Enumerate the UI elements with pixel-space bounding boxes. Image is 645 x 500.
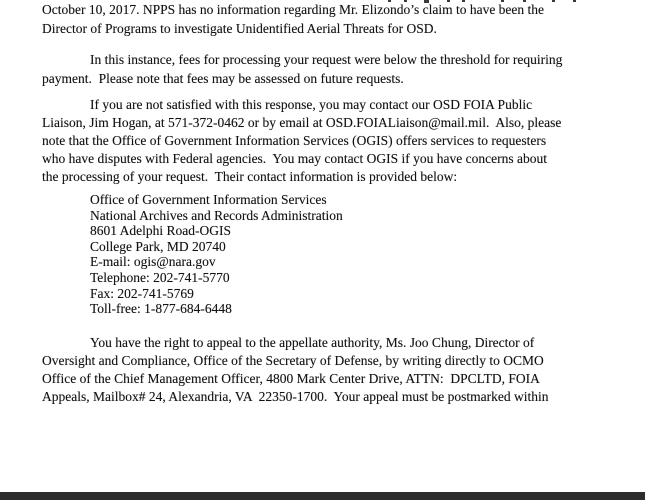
text-line: Telephone: 202-741-5770	[90, 269, 230, 285]
text-line: Oversight and Compliance, Office of the Secretary of Defense, by writing directly to OCMO	[42, 353, 544, 368]
text-line: You have the right to appeal to the appellate authority, Ms. Joo Chung, Director of	[90, 335, 535, 350]
text-line: 8601 Adelphi Road-OGIS	[90, 223, 231, 239]
text-line: Liaison, Jim Hogan, at 571-372-0462 or by email at OSD.FOIALiaison@mail.mil. Also, please	[42, 115, 562, 130]
text-line: note that the Office of Government Information Services (OGIS) offers services to requesters	[42, 133, 547, 148]
text-line: October 10, 2017. NPPS has no information regarding Mr. Elizondo’s claim to have been the	[42, 2, 545, 17]
text-line: Fax: 202-741-5769	[90, 285, 194, 301]
cropped-text-speck	[552, 0, 555, 2]
text-line: Appeals, Mailbox# 24, Alexandria, VA 22350-1700. Your appeal must be postmarked within	[42, 389, 549, 404]
text-line: E-mail: ogis@nara.gov	[90, 254, 216, 270]
text-line: Office of the Chief Management Officer, 4800 Mark Center Drive, ATTN: DPCLTD, FOIA	[42, 371, 540, 386]
paragraph-fees	[42, 51, 562, 88]
text-line: payment. Please note that fees may be assessed on future requests.	[42, 70, 404, 86]
text-line: Office of Government Information Services	[90, 192, 327, 207]
window-bottom-edge-bar	[0, 492, 645, 500]
text-line: In this instance, fees for processing your request were below the threshold for requiring	[90, 52, 563, 67]
text-line: National Archives and Records Administration	[90, 207, 343, 223]
text-line: who have disputes with Federal agencies. You may contact OGIS if you have concerns about	[42, 151, 548, 166]
text-line: College Park, MD 20740	[90, 238, 226, 254]
text-line: the processing of your request. Their contact information is provided below:	[42, 169, 458, 184]
paragraph-foia-liaison	[42, 96, 561, 186]
text-line: Director of Programs to investigate Unidentified Aerial Threats for OSD.	[42, 20, 437, 36]
text-line: If you are not satisfied with this response, you may contact our OSD FOIA Public	[90, 97, 533, 112]
paragraph-appeal-rights	[42, 334, 548, 406]
cropped-text-speck	[573, 0, 576, 2]
paragraph-opening-continuation	[42, 1, 544, 38]
ogis-contact-block	[90, 192, 343, 317]
text-line: Toll-free: 1-877-684-6448	[90, 301, 232, 317]
